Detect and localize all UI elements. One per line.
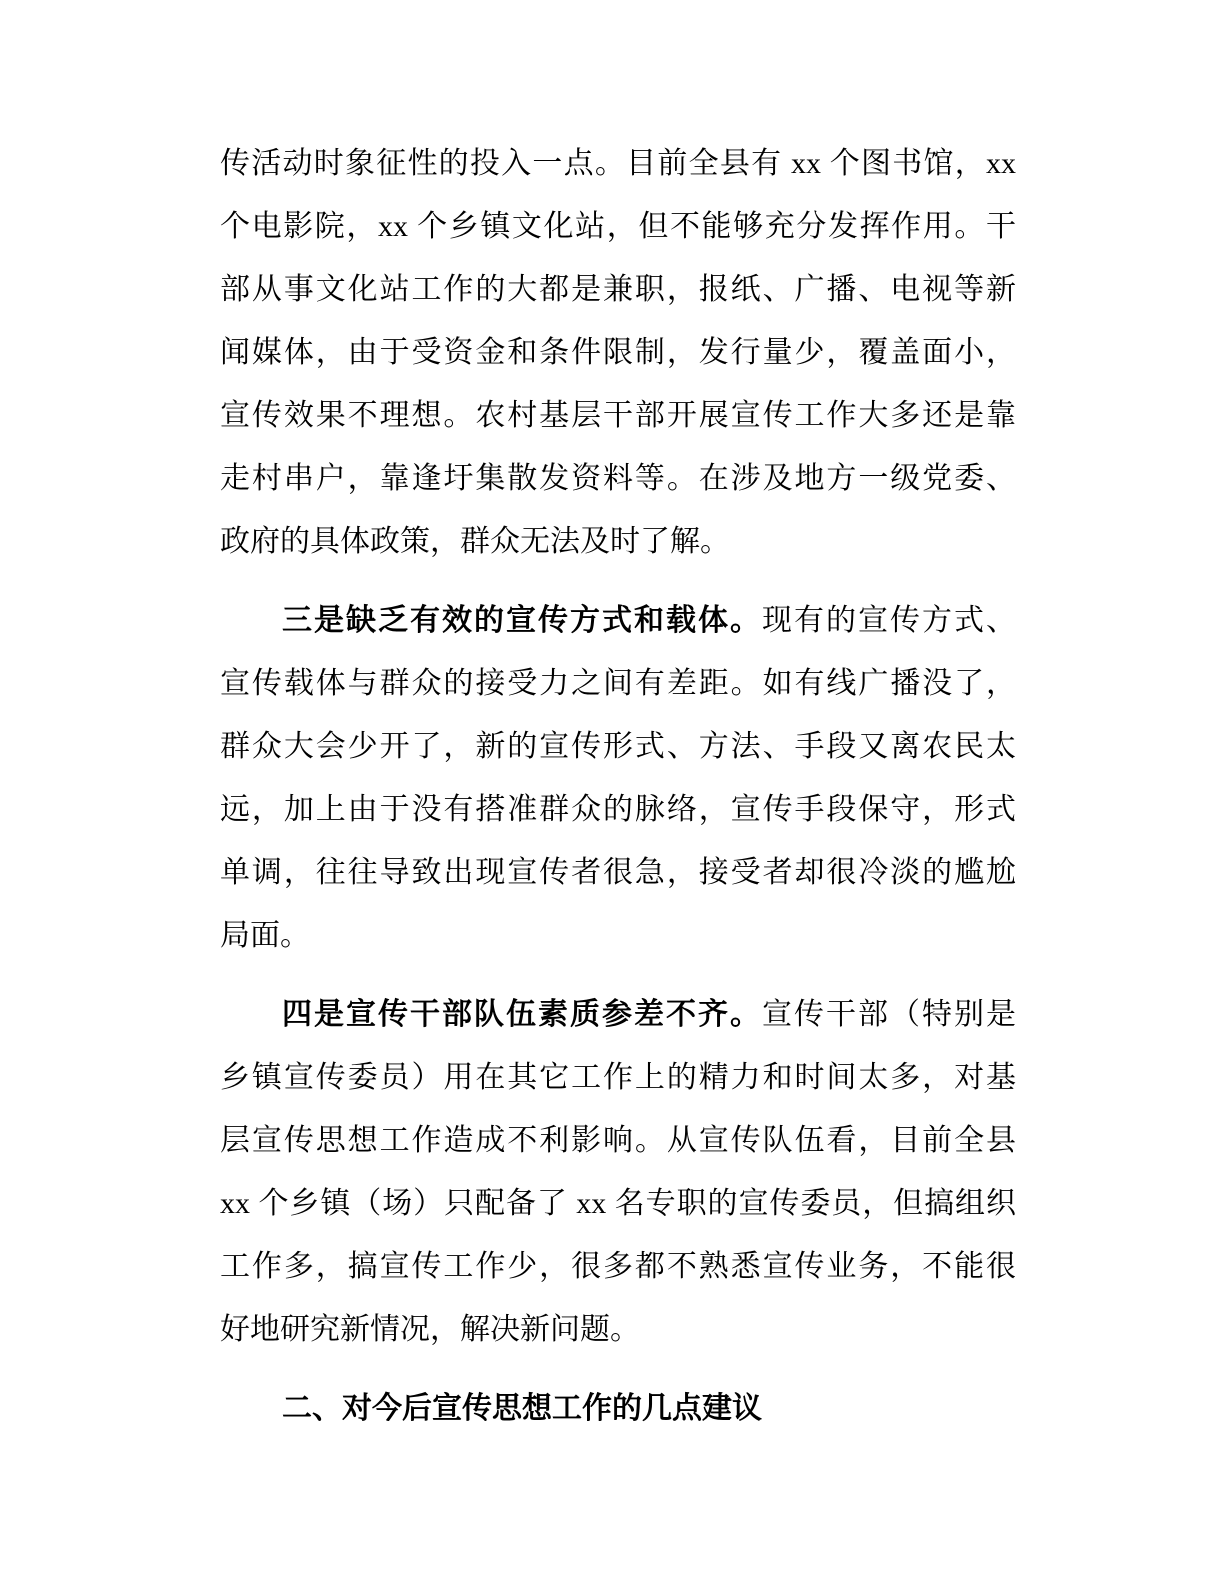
body-text: 个电影院，xx 个乡镇文化站，但不能够充分发挥作用。干 — [220, 210, 1016, 243]
text-line — [220, 904, 1016, 967]
text-line — [220, 384, 1016, 447]
section-heading — [220, 1377, 1016, 1440]
paragraph-point-four — [220, 983, 1016, 1361]
paragraph-continuation — [220, 132, 1016, 573]
text-line — [220, 1298, 1016, 1361]
text-line — [220, 258, 1016, 321]
body-text: 宣传干部（特别是 — [762, 998, 1016, 1031]
body-text: 局面。 — [220, 919, 310, 952]
text-line — [220, 321, 1016, 384]
text-line — [220, 778, 1016, 841]
text-line — [220, 510, 1016, 573]
text-line — [220, 841, 1016, 904]
text-line — [220, 1109, 1016, 1172]
text-line — [220, 132, 1016, 195]
body-text: 宣传载体与群众的接受力之间有差距。如有线广播没了， — [220, 667, 1016, 700]
body-text: 走村串户，靠逢圩集散发资料等。在涉及地方一级党委、 — [220, 462, 1016, 495]
bold-lead-text: 二、对今后宣传思想工作的几点建议 — [282, 1392, 762, 1425]
body-text: 传活动时象征性的投入一点。目前全县有 xx 个图书馆，xx — [220, 147, 1016, 180]
text-line — [220, 715, 1016, 778]
body-text: 政府的具体政策，群众无法及时了解。 — [220, 525, 730, 558]
text-line — [220, 447, 1016, 510]
paragraph-point-three — [220, 589, 1016, 967]
body-text: 群众大会少开了，新的宣传形式、方法、手段又离农民太 — [220, 730, 1016, 763]
body-text: 部从事文化站工作的大都是兼职，报纸、广播、电视等新 — [220, 273, 1016, 306]
text-line — [220, 983, 1016, 1046]
document-body — [220, 132, 1016, 1440]
text-line — [220, 1377, 1016, 1440]
text-line — [220, 1046, 1016, 1109]
text-line — [220, 589, 1016, 652]
body-text: 乡镇宣传委员）用在其它工作上的精力和时间太多，对基 — [220, 1061, 1016, 1094]
text-line — [220, 1172, 1016, 1235]
bold-lead-text: 四是宣传干部队伍素质参差不齐。 — [282, 998, 762, 1031]
text-line — [220, 652, 1016, 715]
body-text: 层宣传思想工作造成不利影响。从宣传队伍看，目前全县 — [220, 1124, 1016, 1157]
body-text: 单调，往往导致出现宣传者很急，接受者却很冷淡的尴尬 — [220, 856, 1016, 889]
text-line — [220, 1235, 1016, 1298]
body-text: 工作多，搞宣传工作少，很多都不熟悉宣传业务，不能很 — [220, 1250, 1016, 1283]
body-text: 宣传效果不理想。农村基层干部开展宣传工作大多还是靠 — [220, 399, 1016, 432]
body-text: xx 个乡镇（场）只配备了 xx 名专职的宣传委员，但搞组织 — [220, 1187, 1016, 1220]
body-text: 闻媒体，由于受资金和条件限制，发行量少，覆盖面小， — [220, 336, 1016, 369]
text-line — [220, 195, 1016, 258]
bold-lead-text: 三是缺乏有效的宣传方式和载体。 — [282, 604, 762, 637]
body-text: 好地研究新情况，解决新问题。 — [220, 1313, 640, 1346]
body-text: 现有的宣传方式、 — [762, 604, 1016, 637]
body-text: 远，加上由于没有搭准群众的脉络，宣传手段保守，形式 — [220, 793, 1016, 826]
